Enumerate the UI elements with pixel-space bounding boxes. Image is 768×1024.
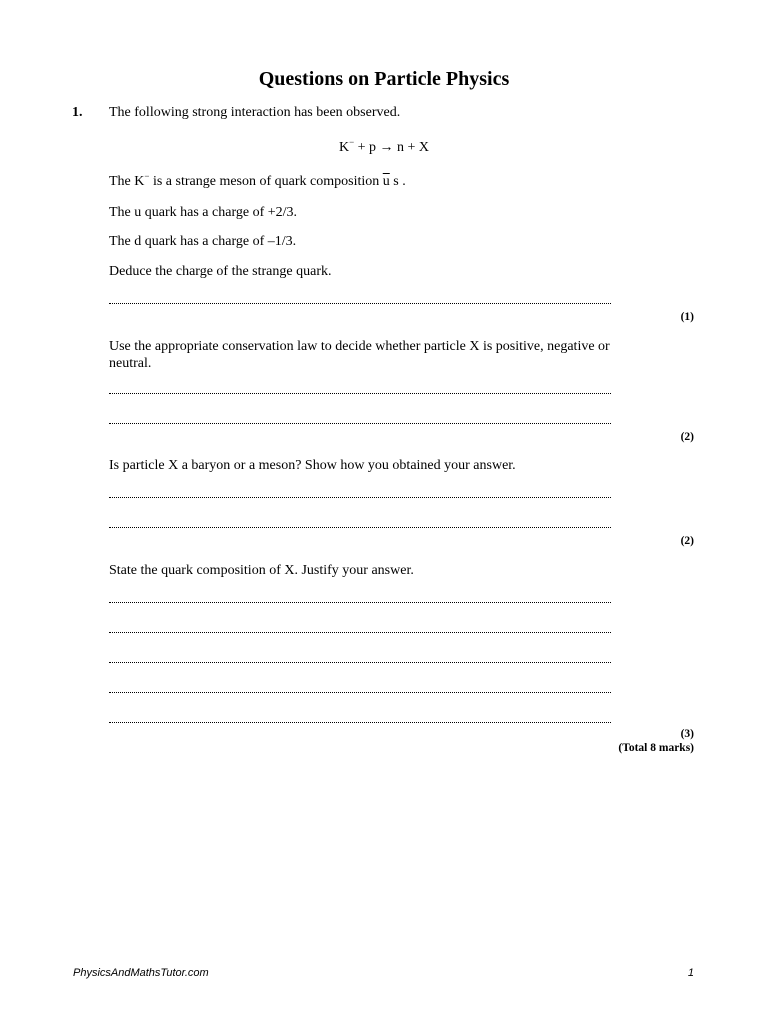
d-quark-charge: The d quark has a charge of –1/3. xyxy=(109,234,297,249)
mark-c: (2) xyxy=(680,535,694,547)
u-quark-charge: The u quark has a charge of +2/3. xyxy=(109,205,298,220)
part-d-question: State the quark composition of X. Justify your answer. xyxy=(109,563,414,578)
page-number: 1 xyxy=(687,967,694,979)
answer-line-d1[interactable] xyxy=(109,601,611,603)
answer-line-d3[interactable] xyxy=(109,661,611,663)
reaction-equation xyxy=(0,137,768,156)
kaon-text-charge: − xyxy=(144,171,150,181)
mark-d: (3) xyxy=(680,728,694,740)
s-quark: s . xyxy=(393,174,406,189)
page-title: Questions on Particle Physics xyxy=(258,68,510,90)
part-c-question: Is particle X a baryon or a meson? Show how you obtained your answer. xyxy=(109,458,516,473)
answer-line-b1[interactable] xyxy=(109,392,611,394)
answer-line-c2[interactable] xyxy=(109,526,611,528)
kaon-description xyxy=(109,171,406,190)
kaon-charge: − xyxy=(349,137,355,147)
kaon-text-start: The K xyxy=(109,174,145,189)
kaon-text-middle: is a strange meson of quark composition xyxy=(149,174,383,189)
answer-line-a1[interactable] xyxy=(109,302,611,304)
answer-line-c1[interactable] xyxy=(109,496,611,498)
answer-line-d5[interactable] xyxy=(109,721,611,723)
kaon-symbol: K xyxy=(338,140,350,155)
anti-u-quark: $\overline{u}$ xyxy=(382,174,390,189)
mark-b: (2) xyxy=(680,431,694,443)
question-intro: The following strong interaction has been observed. xyxy=(109,105,401,120)
question-number: 1. xyxy=(72,105,83,120)
total-marks: (Total 8 marks) xyxy=(618,742,694,754)
answer-line-b2[interactable] xyxy=(109,422,611,424)
reaction-rest: + p → n + X xyxy=(354,140,430,155)
part-b-question: Use the appropriate conservation law to decide whether particle X is positive, negative or neutral. xyxy=(109,339,610,371)
answer-line-d4[interactable] xyxy=(109,691,611,693)
footer-source: PhysicsAndMathsTutor.com xyxy=(73,967,209,979)
part-a-question: Deduce the charge of the strange quark. xyxy=(109,264,332,279)
mark-a: (1) xyxy=(680,311,694,323)
answer-line-d2[interactable] xyxy=(109,631,611,633)
